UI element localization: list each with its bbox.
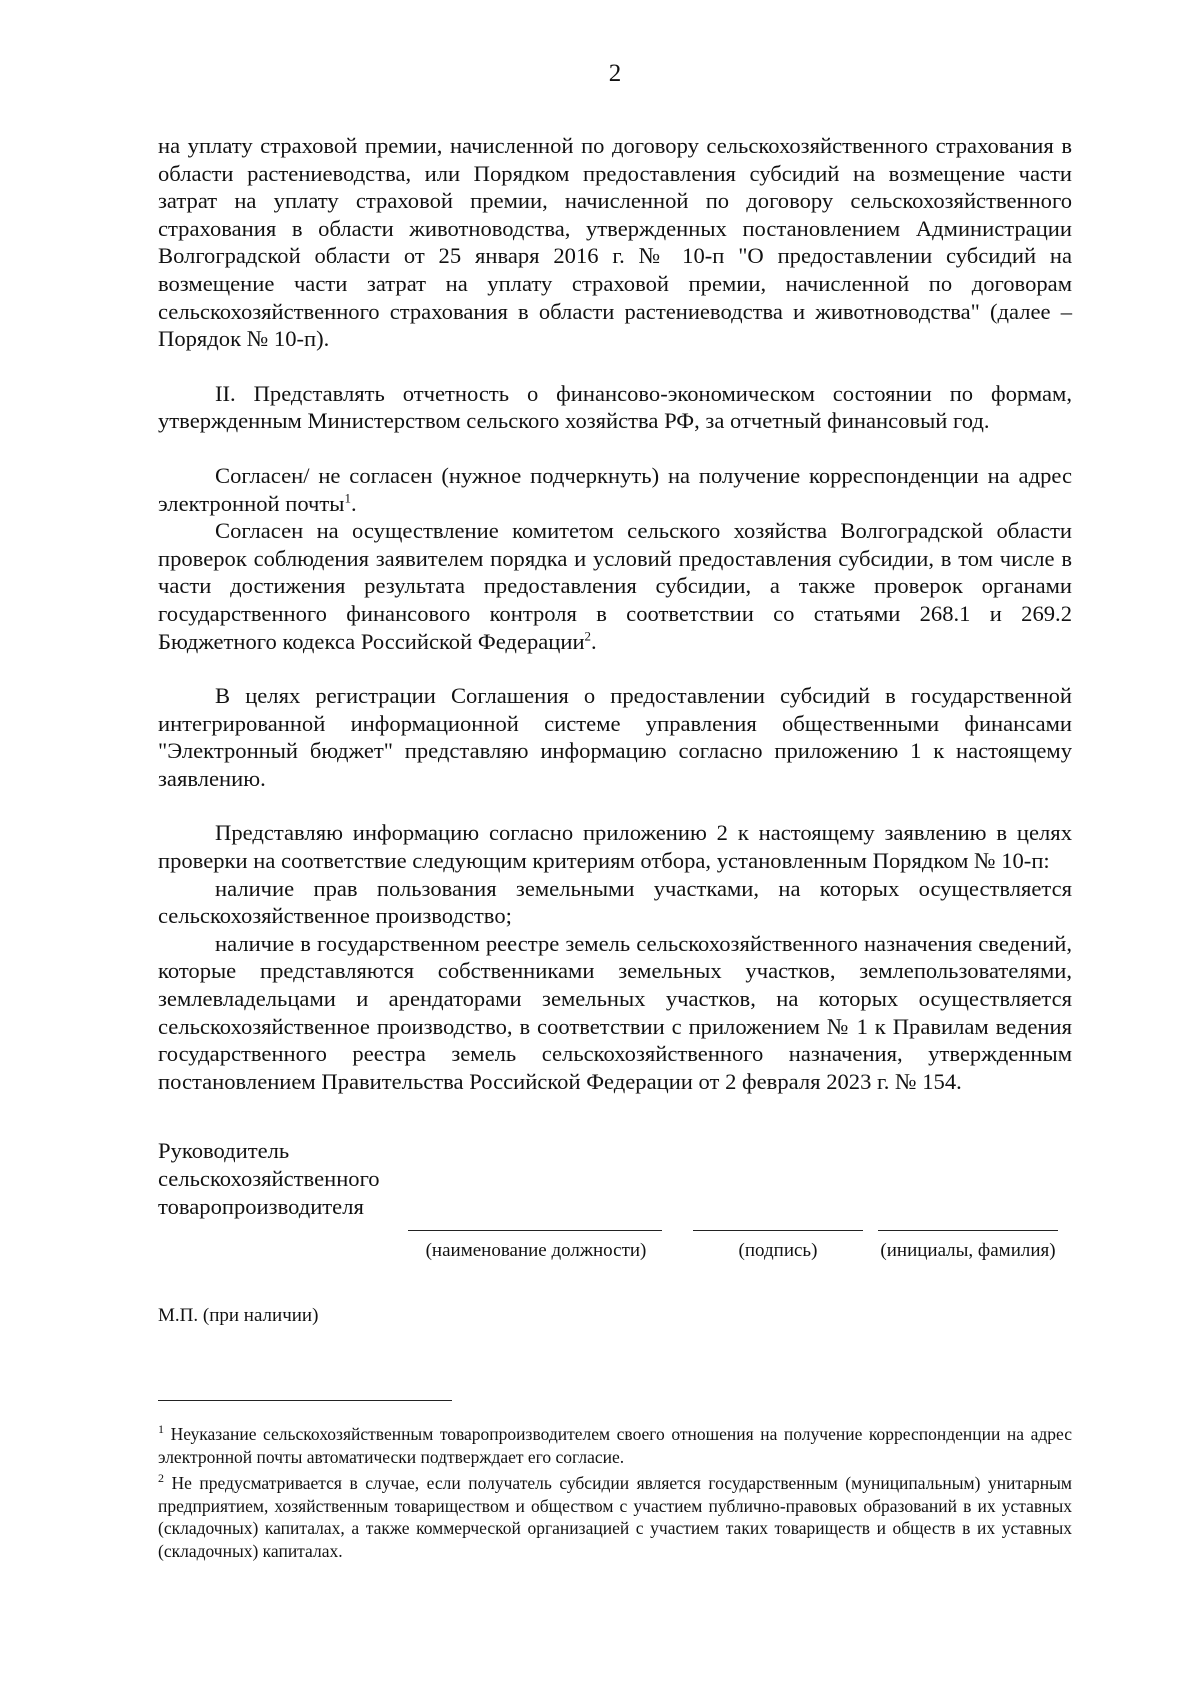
footnote-1-mark: 1 <box>158 1422 164 1437</box>
page-number: 2 <box>608 60 622 87</box>
footnotes-section <box>158 1400 1072 1562</box>
footnote-2-mark: 2 <box>158 1471 164 1486</box>
paragraph-inspection-consent <box>158 517 1072 655</box>
paragraph-continuation: на уплату страховой премии, начисленной по договору сельскохозяйственного страхования в области растениеводства, или Порядком предоставления субсидий на возмещение части затрат на уплату страховой премии, начисленной по договору сельскохозяйственного страхования в области животноводства, утвержденных постановлением Администрации Волгоградской области от 25 января 2016 г. № 10-п "О предоставлении субсидий на возмещение части затрат на уплату страховой премии, начисленной по договорам сельскохозяйственного страхования в области растениеводства и животноводства" (далее – Порядок № 10-п). <box>158 133 1072 352</box>
position-line <box>408 1229 662 1231</box>
signature-line <box>693 1229 863 1231</box>
signatory-title-line2: сельскохозяйственного <box>158 1166 380 1191</box>
email-consent-end: . <box>350 490 357 516</box>
footnote-2-text: Не предусматривается в случае, если получатель субсидии является государственным (муниципальным) унитарным предприятием, хозяйственным товариществом и обществом с участием публично-правовых образований в их уставных (складочных) капиталах, а также коммерческой организацией с участием таких товариществ и обществ в их уставных (складочных) капиталах. <box>158 1473 1072 1561</box>
paragraph-email-consent <box>158 462 1072 517</box>
email-consent-text: Согласен/ не согласен (нужное подчеркнуть) на получение корреспонденции на адрес электронной почты <box>158 462 1072 516</box>
paragraph-criterion-land-rights: наличие прав пользования земельными участками, на которых осуществляется сельскохозяйственное производство; <box>158 875 1072 929</box>
name-caption: (инициалы, фамилия) <box>880 1240 1056 1262</box>
signatory-title-line1: Руководитель <box>158 1138 290 1164</box>
signatory-title-line3: товаропроизводителя <box>158 1193 364 1219</box>
position-caption: (наименование должности) <box>425 1240 647 1262</box>
footnote-1 <box>158 1423 1072 1468</box>
paragraph-criteria-intro: Представляю информацию согласно приложению 2 к настоящему заявлению в целях проверки на соответствие следующим критериям отбора, установленным Порядком № 10-п: <box>158 820 1072 874</box>
page-content <box>158 60 1072 1327</box>
paragraph-criterion-registry: наличие в государственном реестре земель сельскохозяйственного назначения сведений, которые представляются собственниками земельных участков, землепользователями, землевладельцами и арендаторами земельных участков, на которых осуществляется сельскохозяйственное производство, в соответствии с приложением № 1 к Правилам ведения государственного реестра земель сельскохозяйственного назначения, утвержденным постановлением Правительства Российской Федерации от 2 февраля 2023 г. № 154. <box>158 930 1072 1094</box>
signatory-title <box>158 1137 408 1220</box>
footnote-1-text: Неуказание сельскохозяйственным товаропроизводителем своего отношения на получение корреспонденции на адрес электронной почты автоматически подтверждает его согласие. <box>158 1424 1073 1467</box>
inspection-consent-end: . <box>591 628 597 654</box>
footnote-2 <box>158 1472 1072 1562</box>
footnote-separator <box>158 1400 452 1401</box>
paragraph-electronic-budget: В целях регистрации Соглашения о предоставлении субсидий в государственной интегрированной информационной системе управления общественными финансами "Электронный бюджет" представляю информацию согласно приложению 1 к настоящему заявлению. <box>158 683 1072 791</box>
footnote-ref-1: 1 <box>344 490 351 505</box>
signature-block <box>158 1137 1072 1277</box>
name-line <box>878 1229 1058 1231</box>
inspection-consent-text: Согласен на осуществление комитетом сельского хозяйства Волгоградской области проверок соблюдения заявителем порядка и условий предоставления субсидии, в том числе в части достижения результата предоставления субсидии, а также проверок органами государственного финансового контроля в соответствии со статьями 268.1 и 269.2 Бюджетного кодекса Российской Федерации <box>158 518 1072 654</box>
stamp-label: М.П. (при наличии) <box>158 1305 319 1327</box>
paragraph-reporting: II. Представлять отчетность о финансово-экономическом состоянии по формам, утвержденным Министерством сельского хозяйства РФ, за отчетный финансовый год. <box>158 380 1072 434</box>
footnote-ref-2: 2 <box>584 627 592 643</box>
signature-caption: (подпись) <box>738 1240 818 1262</box>
